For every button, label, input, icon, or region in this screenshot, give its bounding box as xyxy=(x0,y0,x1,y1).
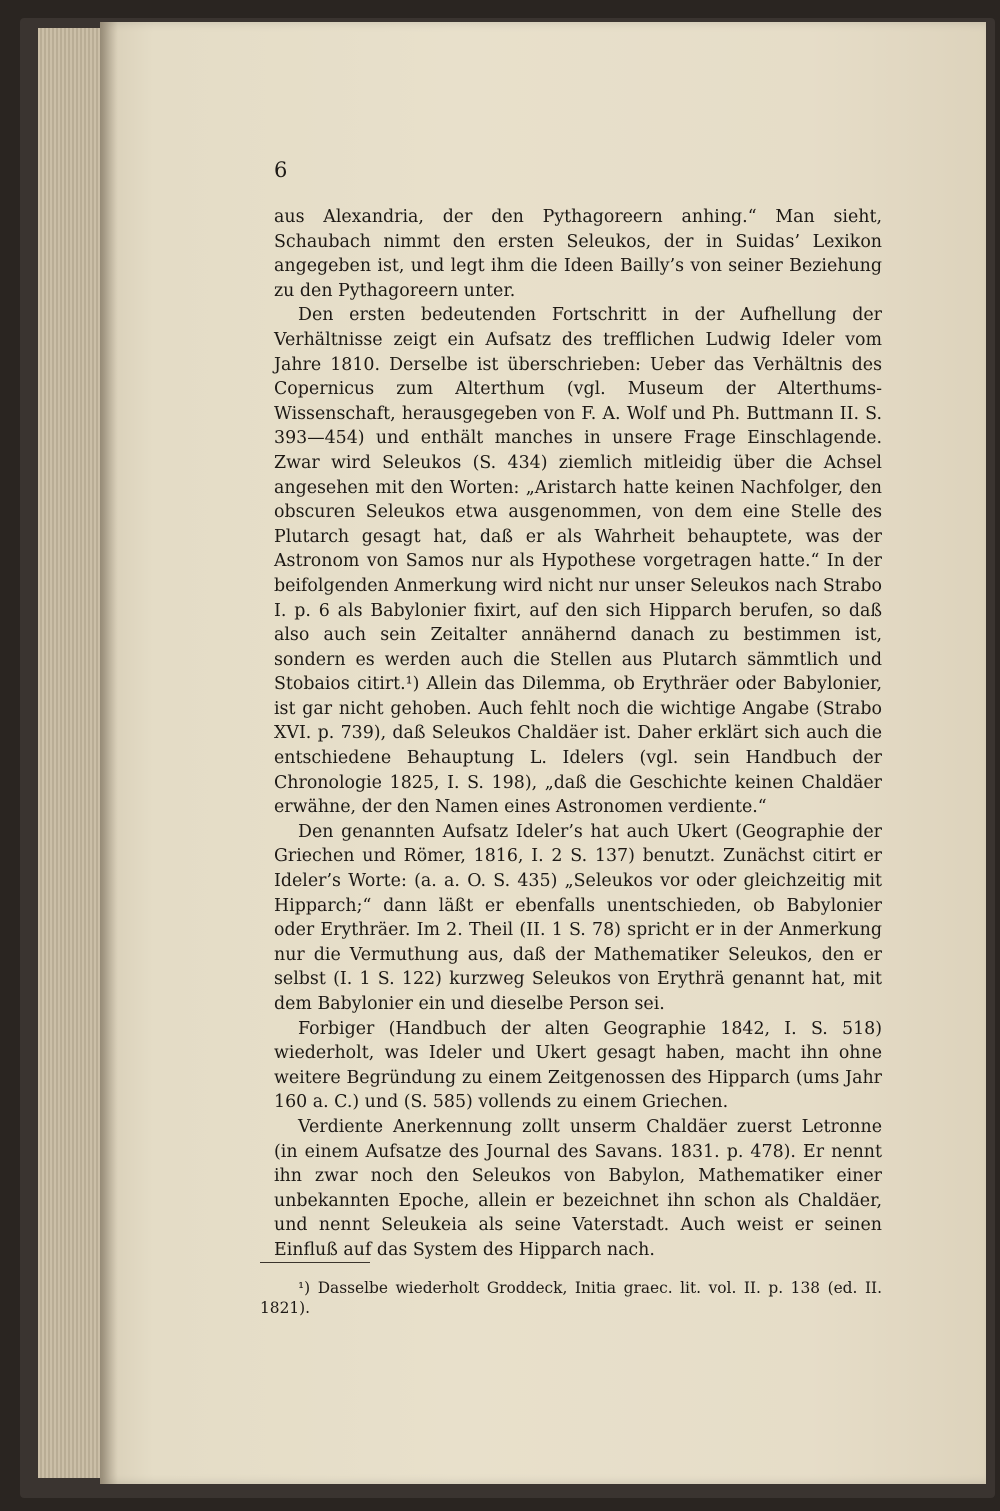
footnote-divider xyxy=(260,1262,370,1263)
page-number: 6 xyxy=(274,158,288,182)
paragraph: Den ersten bedeutenden Fortschritt in der Aufhellung der Verhältnisse zeigt ein Aufsatz des trefflichen Ludwig Ideler vom Jahre 1810. Derselbe ist überschrieben: Ueber das Verhältnis des Copernicus zum Alterthum (vgl. Museum der Alterthums-Wissenschaft, herausgegeben von F. A. Wolf und Ph. Buttmann II. S. 393—454) und enthält manches in unsere Frage Einschlagende. Zwar wird Seleukos (S. 434) ziemlich mitleidig über die Achsel angesehen mit den Worten: „Aristarch hatte keinen Nachfolger, den obscuren Seleukos etwa ausgenommen, von dem eine Stelle des Plutarch gesagt hat, daß er als Wahrheit behauptete, was der Astronom von Samos nur als Hypothese vorgetragen hatte.“ In der beifolgenden Anmerkung wird nicht nur unser Seleukos nach Strabo I. p. 6 als Babylonier fixirt, auf den sich Hipparch berufen, so daß also auch sein Zeitalter annähernd danach zu bestimmen ist, sondern es werden auch die Stellen aus Plutarch sämmtlich und Stobaios citirt.¹) Allein das Dilemma, ob Erythräer oder Babylonier, ist gar nicht gehoben. Auch fehlt noch die wichtige Angabe (Strabo XVI. p. 739), daß Seleukos Chaldäer ist. Daher erklärt sich auch die entschiedene Behauptung L. Idelers (vgl. sein Handbuch der Chronologie 1825, I. S. 198), „daß die Geschichte keinen Chaldäer erwähne, der den Namen eines Astronomen verdiente.“ xyxy=(274,305,882,818)
paragraph: Forbiger (Handbuch der alten Geographie 1842, I. S. 518) wiederholt, was Ideler und Ukert gesagt haben, macht ihn ohne weitere Begründung zu einem Zeitgenossen des Hipparch (ums Jahr 160 a. C.) und (S. 585) vollends zu einem Griechen. xyxy=(274,1018,882,1113)
spine-shadow xyxy=(100,22,118,1484)
paragraph: Verdiente Anerkennung zollt unserm Chaldäer zuerst Letronne (in einem Aufsatze des Journal des Savans. 1831. p. 478). Er nennt ihn zwar noch den Seleukos von Babylon, Mathematiker einer unbekannten Epoche, allein er bezeichnet ihn schon als Chaldäer, und nennt Seleukeia als seine Vaterstadt. Auch weist er seinen Einfluß auf das System des Hipparch nach. xyxy=(274,1116,882,1260)
paragraph: aus Alexandria, der den Pythagoreern anhing.“ Man sieht, Schaubach nimmt den ersten Seleukos, der in Suidas’ Lexikon angegeben ist, und legt ihm die Ideen Bailly’s von seiner Beziehung zu den Pythagoreern unter. xyxy=(274,207,882,301)
footnote-text: ¹) Dasselbe wiederholt Groddeck, Initia graec. lit. vol. II. p. 138 (ed. II. 1821). xyxy=(260,1279,882,1317)
footnote xyxy=(260,1278,882,1318)
body-text xyxy=(274,205,882,1263)
page-edges xyxy=(38,28,108,1478)
paragraph: Den genannten Aufsatz Ideler’s hat auch Ukert (Geographie der Griechen und Römer, 1816, I. 2 S. 137) benutzt. Zunächst citirt er Ideler’s Worte: (a. a. O. S. 435) „Seleukos vor oder gleichzeitig mit Hipparch;“ dann läßt er ebenfalls unentschieden, ob Babylonier oder Erythräer. Im 2. Theil (II. 1 S. 78) spricht er in der Anmerkung nur die Vermuthung aus, daß der Mathematiker Seleukos, den er selbst (I. 1 S. 122) kurzweg Seleukos von Erythrä genannt hat, mit dem Babylonier ein und dieselbe Person sei. xyxy=(274,821,882,1014)
